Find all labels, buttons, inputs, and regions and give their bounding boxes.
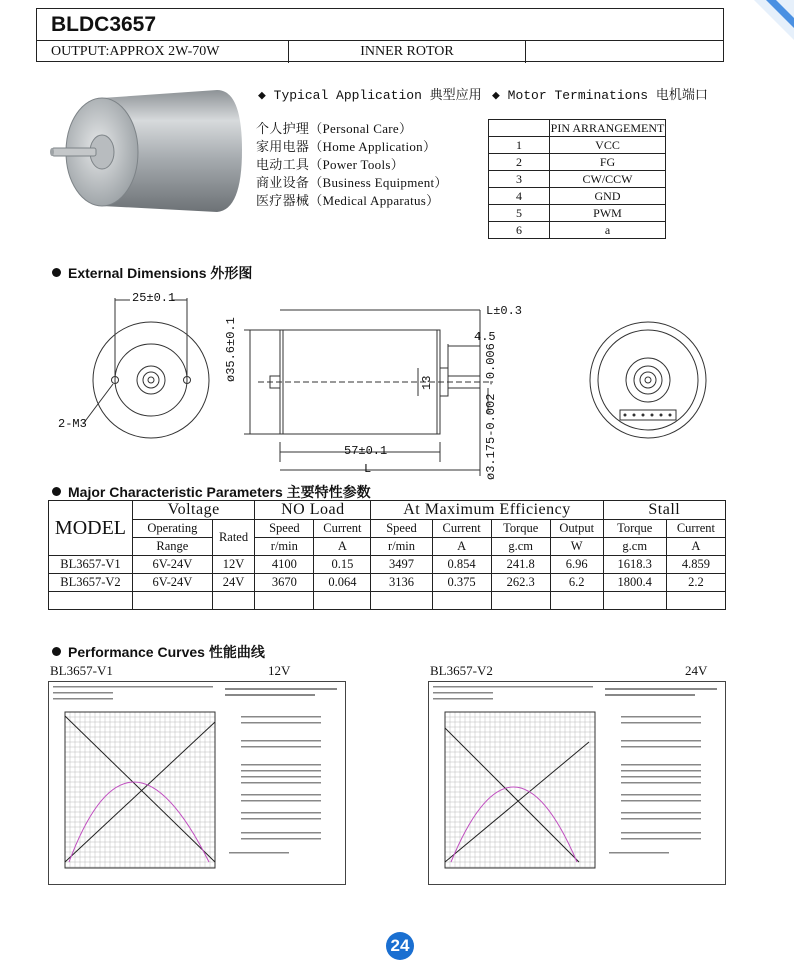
dimension-drawing	[48, 284, 738, 484]
bullet-icon	[52, 487, 61, 496]
front-diameter-label: 25±0.1	[132, 291, 176, 305]
terminations-heading	[492, 84, 708, 103]
dimensions-heading: External Dimensions 外形图	[52, 263, 252, 283]
chart-1-voltage: 12V	[268, 663, 291, 678]
noload-header: NO Load	[255, 501, 371, 520]
header-box	[36, 8, 724, 62]
pin-table-header: PIN ARRANGEMENT	[550, 120, 665, 135]
length-tolerance-label: L±0.3	[486, 304, 523, 318]
curves-heading: Performance Curves 性能曲线	[52, 642, 265, 662]
pin-row: 3 CW/CCW	[489, 171, 666, 188]
model-header: MODEL	[49, 501, 133, 556]
body-diameter-label: ø35.6±0.1	[224, 317, 238, 382]
diamond-icon: ◆	[258, 88, 266, 103]
chart-1-name: BL3657-V1	[50, 663, 113, 678]
application-item: 家用电器（Home Application）	[256, 139, 437, 154]
application-item: 电动工具（Power Tools）	[256, 157, 405, 172]
page-title: BLDC3657	[51, 13, 157, 36]
rated-header: Rated	[212, 520, 255, 556]
performance-chart-1-plot	[49, 682, 345, 884]
application-item: 医疗器械（Medical Apparatus）	[256, 193, 440, 208]
shaft-length-label: 4.5	[474, 330, 496, 344]
voltage-header: Voltage	[132, 501, 254, 520]
application-item: 个人护理（Personal Care）	[256, 121, 413, 136]
params-table: MODEL Voltage NO Load At Maximum Efficiency Stall Operating Rated Speed Current Speed Current Torque Output Torque Current Range r/min A r/min A g.cm W g.cm A BL3657-V1 6V-24V 12V 4100 0.15 3497 0.854 241.8 6.96 1618.3 4.859 BL3657-V2 6V-24V 24V 3670 0.064 3136 0.375 262.3 6.2 1800.4 2.2	[48, 500, 726, 610]
table-row: BL3657-V1 6V-24V 12V 4100 0.15 3497 0.854 241.8 6.96 1618.3 4.859	[49, 556, 726, 574]
page-number-badge: 24	[386, 932, 414, 960]
terminations-heading-text: Motor Terminations 电机端口	[507, 88, 708, 103]
shaft-diameter-label: ø3.175-0.002 -0.006	[484, 343, 498, 480]
pin-row: 5 PWM	[489, 205, 666, 222]
performance-chart-1	[48, 681, 346, 885]
chart-2-voltage: 24V	[685, 663, 708, 678]
chart-2-name: BL3657-V2	[430, 663, 493, 678]
maxeff-header: At Maximum Efficiency	[371, 501, 603, 520]
pin-row: 4 GND	[489, 188, 666, 205]
bullet-icon	[52, 647, 61, 656]
table-row: BL3657-V2 6V-24V 24V 3670 0.064 3136 0.375 262.3 6.2 1800.4 2.2	[49, 574, 726, 592]
application-item: 商业设备（Business Equipment）	[256, 175, 448, 190]
holes-label: 2-M3	[58, 417, 87, 431]
params-heading: Major Characteristic Parameters 主要特性参数	[52, 482, 371, 502]
body-length-label: 57±0.1	[344, 444, 388, 458]
performance-chart-2	[428, 681, 726, 885]
performance-chart-2-plot	[429, 682, 725, 884]
motor-photo	[42, 80, 247, 230]
pin-table	[488, 119, 666, 239]
pin-row: 1 VCC	[489, 137, 666, 154]
application-heading-text: Typical Application 典型应用	[273, 88, 482, 103]
stall-header: Stall	[603, 501, 725, 520]
rotor-type: INNER ROTOR	[289, 41, 526, 63]
corner-ribbon-decoration	[754, 0, 794, 40]
output-range: OUTPUT:APPROX 2W-70W	[37, 41, 289, 63]
pin-row: 2 FG	[489, 154, 666, 171]
bullet-icon	[52, 268, 61, 277]
diamond-icon: ◆	[492, 88, 500, 103]
application-heading	[258, 84, 482, 103]
total-length-label: L	[364, 462, 372, 476]
pilot-diameter-label: 13	[420, 375, 434, 390]
application-list	[256, 120, 448, 210]
table-row-empty	[49, 592, 726, 610]
op-range-header: Operating	[132, 520, 212, 538]
pin-row: 6 a	[489, 222, 666, 239]
